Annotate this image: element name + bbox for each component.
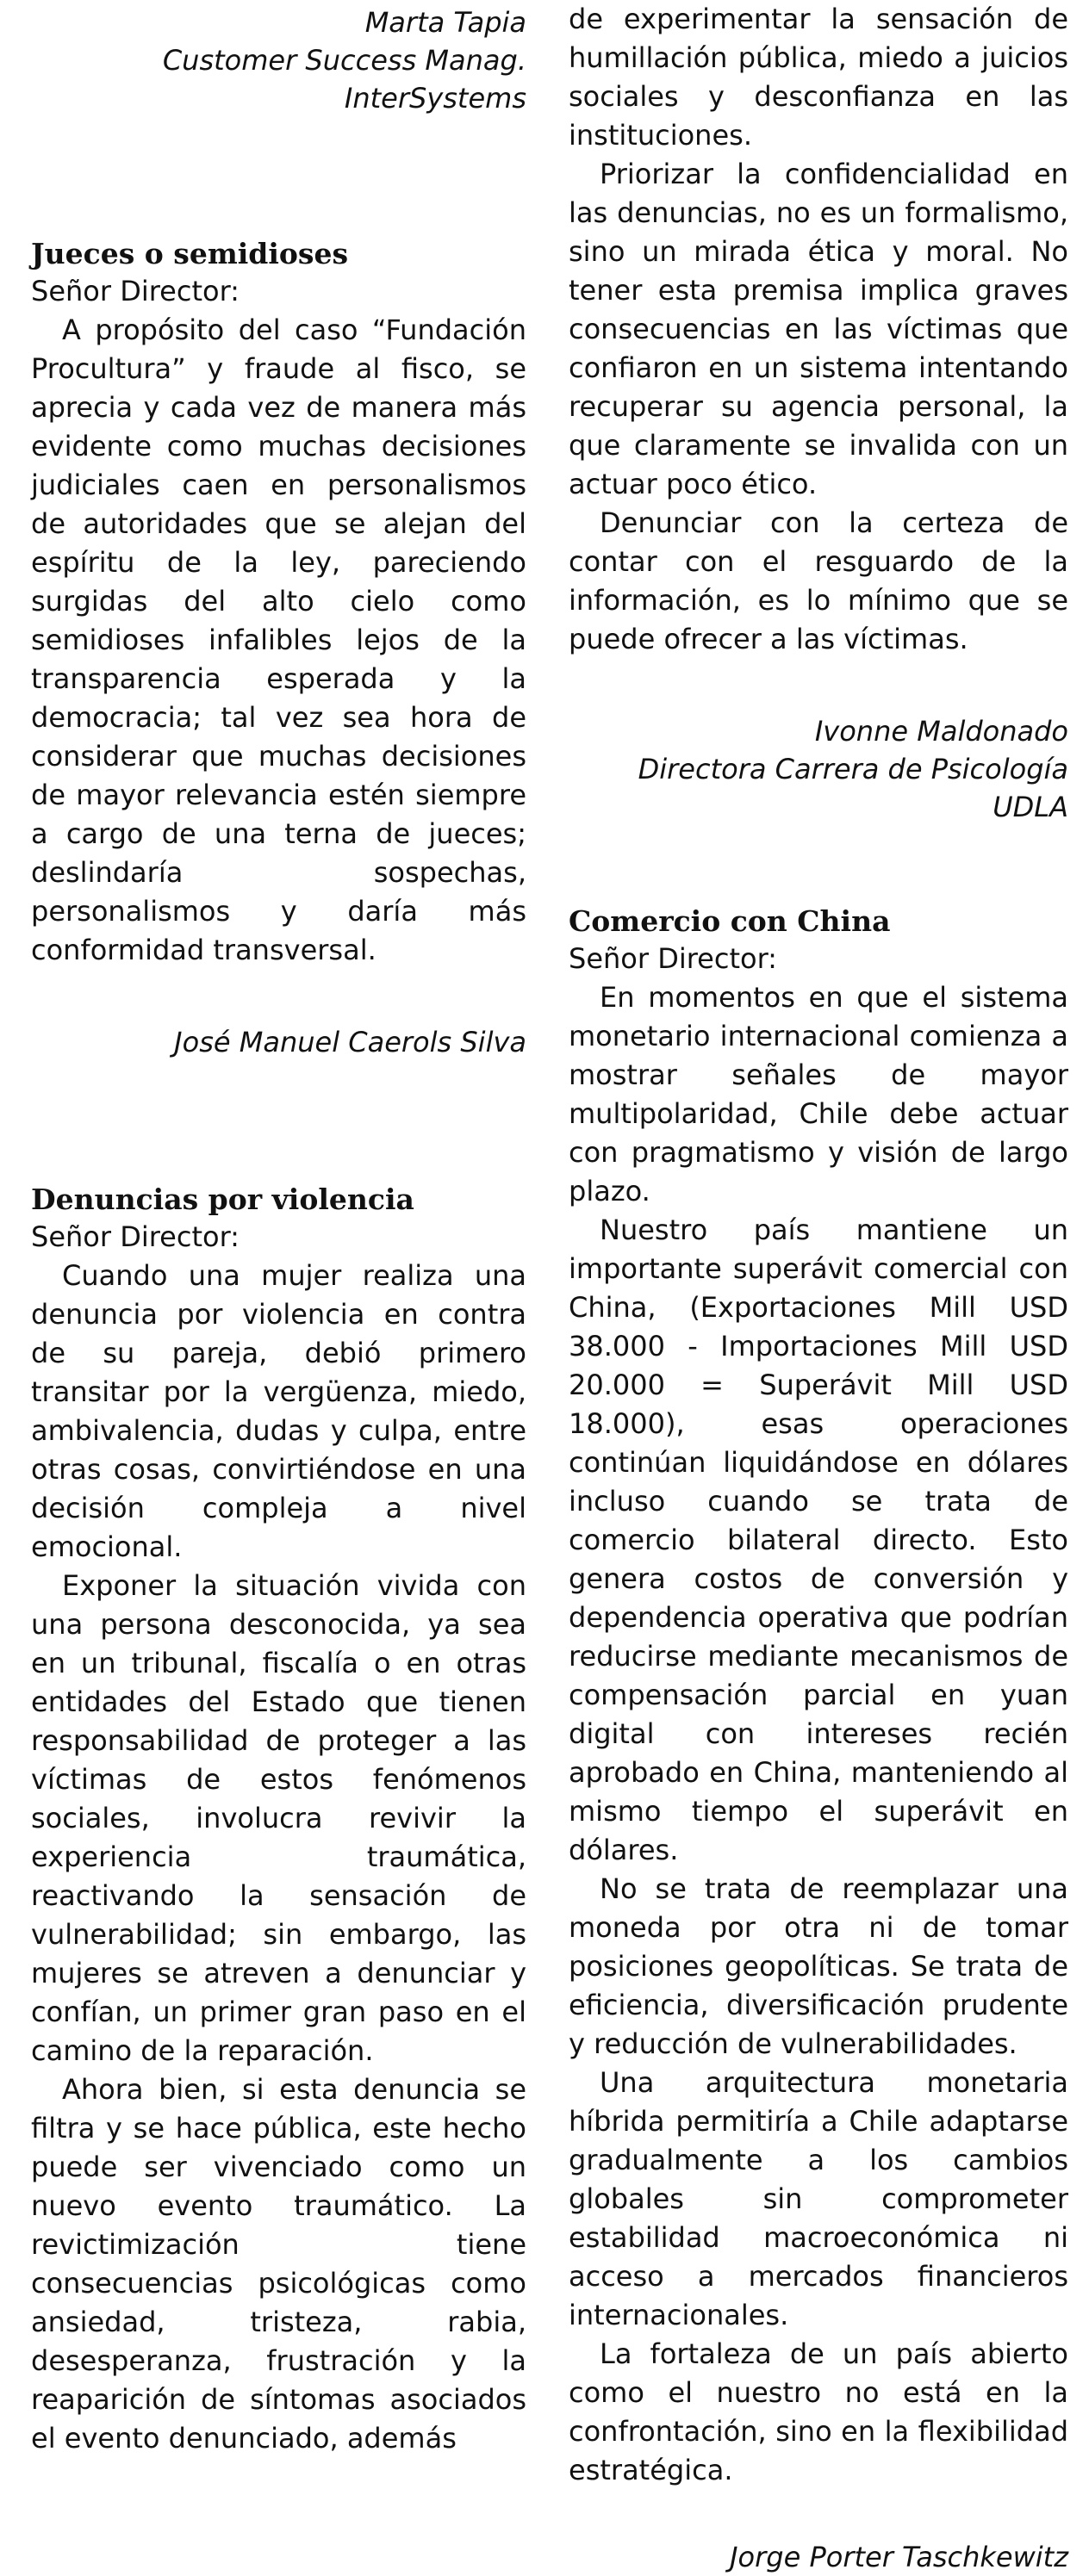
- letter-paragraph: Exponer la situación vivida con una persona desconocida, ya sea en un tribunal, fiscalía o en otras entidades del Estado que tienen responsabilidad de proteger a las víctimas de estos fenómenos sociales, involucra revivir la experiencia traumática, reactivando la sensación de vulnerabilidad; sin embargo, las mujeres se atreven a denunciar y confían, un primer gran paso en el camino de la reparación.: [31, 1569, 526, 2067]
- letter-continuation: de experimentar la sensación de humillación pública, miedo a juicios sociales y desconfianza en las instituciones.: [569, 3, 1068, 152]
- signature-name: Jorge Porter Taschkewitz: [730, 2541, 1068, 2573]
- signature-name: José Manuel Caerols Silva: [174, 1026, 526, 1058]
- signature-role: Customer Success Manag.: [162, 44, 526, 77]
- signature-role: Directora Carrera de Psicología UDLA: [638, 753, 1068, 823]
- letter-title-jueces: Jueces o semidioses: [31, 237, 349, 270]
- signature-name: Marta Tapia: [364, 6, 526, 39]
- letter-title-denuncias: Denuncias por violencia: [31, 1182, 414, 1216]
- letter-paragraph: Nuestro país mantiene un importante superávit comercial con China, (Exportaciones Mill USD 38.000 - Importaciones Mill USD 20.000 = Superávit Mill USD 18.000), esas operaciones continúan liquidándose en dólares incluso cuando se trata de comercio bilateral directo. Esto genera costos de conversión y dependencia operativa que podrían reducirse mediante mecanismos de compensación parcial en yuan digital con intereses recién aprobado en China, manteniendo al mismo tiempo el superávit en dólares.: [569, 1214, 1068, 1866]
- right-column: [569, 0, 1068, 2576]
- left-column: [31, 0, 526, 2458]
- letter-paragraph: A propósito del caso “Fundación Procultura” y fraude al fisco, se aprecia y cada vez de manera más evidente como muchas decisiones judiciales caen en personalismos de autoridades que se alejan del espíritu de la ley, pareciendo surgidas del alto cielo como semidioses infalibles lejos de la transparencia esperada y la democracia; tal vez sea hora de considerar que muchas decisiones de mayor relevancia estén siempre a cargo de una terna de jueces; deslindaría sospechas, personalismos y daría más conformidad transversal.: [31, 313, 526, 966]
- signature-porter: [569, 2538, 1068, 2576]
- letter-paragraph: La fortaleza de un país abierto como el nuestro no está en la confrontación, sino en la flexibilidad estratégica.: [569, 2337, 1068, 2486]
- signature-maldonado: [569, 712, 1068, 826]
- salutation: Señor Director:: [31, 1220, 240, 1253]
- top-signature: [31, 3, 526, 117]
- letter-paragraph: En momentos en que el sistema monetario internacional comienza a mostrar señales de mayor multipolaridad, Chile debe actuar con pragmatismo y visión de largo plazo.: [569, 981, 1068, 1207]
- signature-caerols: [31, 1023, 526, 1061]
- salutation: Señor Director:: [569, 942, 777, 975]
- salutation: Señor Director:: [31, 275, 240, 307]
- signature-name: Ivonne Maldonado: [814, 715, 1068, 748]
- letter-paragraph: Ahora bien, si esta denuncia se filtra y se hace pública, este hecho puede ser vivenciado como un nuevo evento traumático. La revictimización tiene consecuencias psicológicas como ansiedad, tristeza, rabia, desesperanza, frustración y la reaparición de síntomas asociados el evento denunciado, además: [31, 2073, 526, 2455]
- letter-paragraph: Cuando una mujer realiza una denuncia por violencia en contra de su pareja, debió primero transitar por la vergüenza, miedo, ambivalencia, dudas y culpa, entre otras cosas, convirtiéndose en una decisión compleja a nivel emocional.: [31, 1259, 526, 1563]
- letter-title-comercio: Comercio con China: [569, 904, 891, 938]
- letter-paragraph: No se trata de reemplazar una moneda por otra ni de tomar posiciones geopolíticas. Se trata de eficiencia, diversificación prudente y reducción de vulnerabilidades.: [569, 1872, 1068, 2060]
- letter-paragraph: Una arquitectura monetaria híbrida permitiría a Chile adaptarse gradualmente a los cambios globales sin comprometer estabilidad macroeconómica ni acceso a mercados financieros internacionales.: [569, 2066, 1068, 2331]
- signature-org: InterSystems: [344, 82, 526, 115]
- letter-paragraph: Denunciar con la certeza de contar con el resguardo de la información, es lo mínimo que se puede ofrecer a las víctimas.: [569, 506, 1068, 655]
- letter-paragraph: Priorizar la confidencialidad en las denuncias, no es un formalismo, sino un mirada ética y moral. No tener esta premisa implica graves consecuencias en las víctimas que confiaron en un sistema intentando recuperar su agencia personal, la que claramente se invalida con un actuar poco ético.: [569, 158, 1068, 500]
